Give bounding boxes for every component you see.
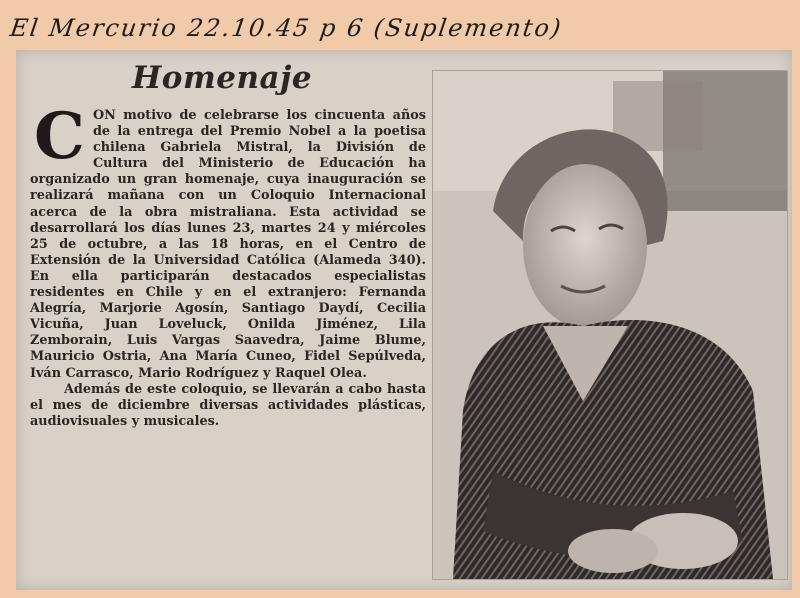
- article-body: [30, 99, 426, 578]
- newspaper-clipping: [16, 50, 792, 590]
- handwritten-source-note: El Mercurio 22.10.45 p 6 (Suplemento): [8, 14, 565, 42]
- drop-cap: C: [34, 99, 85, 174]
- article-paragraph-1: ON motivo de celebrarse los cincuenta años de la entrega del Premio Nobel a la poetisa chilena Gabriela Mistral, la División de Cultura del Ministerio de Educación ha organizado un gran homenaje, cuya inauguración se realizará mañana con un Coloquio Internacional acerca de la obra mistraliana. Esta actividad se desarrollará los días lunes 23, martes 24 y miércoles 25 de octubre, a las 18 horas, en el Centro de Extensión de la Universidad Católica (Alameda 340). En ella participarán destacados especialistas residentes en Chile y en el extranjero: Fernanda Alegría, Marjorie Agosín, Santiago Daydí, Cecilia Vicuña, Juan Loveluck, Onilda Jiménez, Lila Zemborain, Luis Vargas Saavedra, Jaime Blume, Mauricio Ostria, Ana María Cuneo, Fidel Sepúlveda, Iván Carrasco, Mario Rodríguez y Raquel Olea.: [30, 108, 426, 381]
- portrait-photo: [432, 70, 788, 580]
- portrait-photo-illustration: [433, 71, 787, 579]
- article-paragraph-2: Además de este coloquio, se llevarán a cabo hasta el mes de diciembre diversas actividades plásticas, audiovisuales y musicales.: [30, 381, 426, 429]
- article-headline: Homenaje: [132, 60, 313, 96]
